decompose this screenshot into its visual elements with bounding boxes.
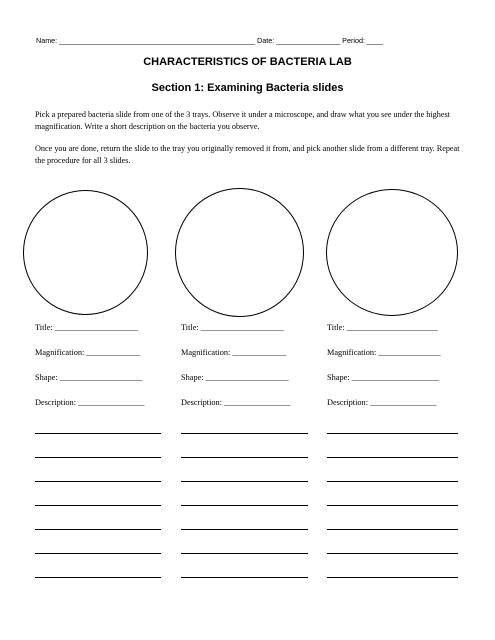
description-line <box>327 469 458 482</box>
description-line <box>181 445 308 458</box>
description-field: Description: ________________ <box>35 398 145 407</box>
instructions-paragraph-2: Once you are done, return the slide to the tray you originally removed it from, and pick another slide from a different tray. Repeat the procedure for all 3 slides. <box>35 144 460 166</box>
description-line <box>327 445 458 458</box>
magnification-field: Magnification: _____________ <box>181 348 287 357</box>
drawing-circle-3 <box>326 189 458 316</box>
description-line <box>181 469 308 482</box>
magnification-field: Magnification: _____________ <box>35 348 141 357</box>
description-line <box>35 517 161 530</box>
drawing-circle-1 <box>23 190 148 315</box>
description-line <box>181 541 308 554</box>
shape-field: Shape: ____________________ <box>181 373 289 382</box>
shape-field: Shape: _____________________ <box>327 373 439 382</box>
description-line <box>181 493 308 506</box>
description-line <box>35 469 161 482</box>
student-info-line: Name: _________________________________________________ Date: ________________ Period: ____ <box>36 36 383 45</box>
description-line <box>35 493 161 506</box>
description-line <box>35 421 161 434</box>
description-line <box>327 493 458 506</box>
lab-title: CHARACTERISTICS OF BACTERIA LAB <box>143 56 352 68</box>
description-line <box>181 565 308 578</box>
description-line <box>327 565 458 578</box>
drawing-circle-2 <box>175 188 304 317</box>
description-line <box>327 421 458 434</box>
description-field: Description: ________________ <box>181 398 291 407</box>
magnification-field: Magnification: _______________ <box>327 348 441 357</box>
description-line <box>35 565 161 578</box>
title-field: Title: ____________________ <box>181 323 284 332</box>
description-line <box>181 517 308 530</box>
description-line <box>35 541 161 554</box>
description-line <box>181 421 308 434</box>
description-line <box>327 517 458 530</box>
title-field: Title: ____________________ <box>35 323 138 332</box>
shape-field: Shape: ____________________ <box>35 373 143 382</box>
description-line <box>327 541 458 554</box>
description-line <box>35 445 161 458</box>
instructions-paragraph-1: Pick a prepared bacteria slide from one of the 3 trays. Observe it under a microscope, and draw what you see under the highest magnification. Write a short description on the bacteria you observe. <box>35 110 450 132</box>
title-field: Title: ______________________ <box>327 323 439 332</box>
section-title: Section 1: Examining Bacteria slides <box>151 82 344 94</box>
description-field: Description: ________________ <box>327 398 437 407</box>
